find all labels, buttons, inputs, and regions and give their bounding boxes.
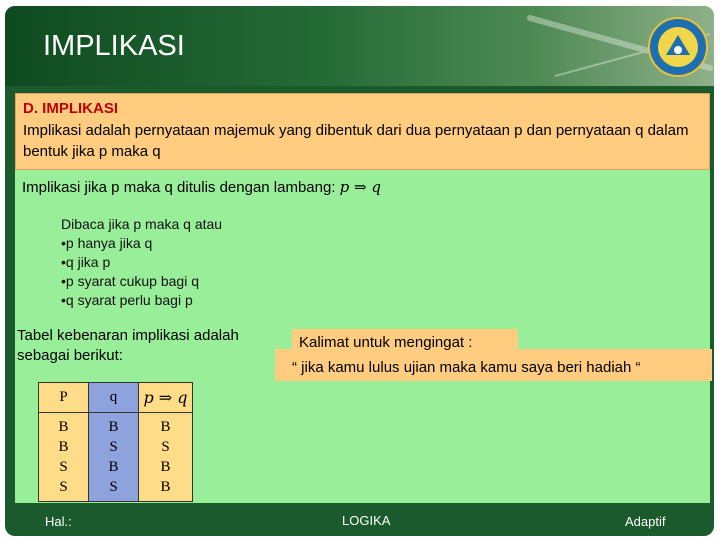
truth-table-col-implication (139, 413, 193, 502)
table-cell: S (109, 439, 118, 455)
truth-table-col-q (89, 413, 139, 502)
table-cell: B (160, 419, 171, 435)
truth-table-header-p: P (39, 383, 89, 413)
table-cell: B (160, 479, 171, 495)
definition-box (15, 93, 710, 170)
table-cell: S (59, 459, 68, 475)
table-cell: B (108, 459, 119, 475)
table-cell: B (108, 419, 119, 435)
footer-category: Adaptif (625, 514, 666, 529)
truth-table-header-row (39, 383, 193, 413)
slide-header (5, 6, 714, 86)
mnemonic-title: Kalimat untuk mengingat : (299, 334, 473, 351)
footer-subject: LOGIKA (342, 513, 391, 528)
reading-line: •q jika p (61, 254, 111, 270)
implication-symbol: p ⇒ q (339, 178, 381, 196)
truth-table-body-row (39, 413, 193, 502)
reading-line: Dibaca jika p maka q atau (61, 216, 223, 232)
truth-table-intro: Tabel kebenaran implikasi adalah sebagai berikut: (17, 327, 239, 364)
symbol-line-text: Implikasi jika p maka q ditulis dengan lambang: (22, 179, 340, 196)
truth-table-header-q: q (89, 383, 139, 413)
definition-text: Implikasi adalah pernyataan majemuk yang dibentuk dari dua pernyataan p dan pernyataan q dalam bentuk jika p maka q (23, 122, 689, 160)
definition-heading: D. IMPLIKASI (23, 100, 119, 117)
table-cell: S (59, 479, 68, 495)
table-cell: S (161, 439, 170, 455)
truth-table-col-p (39, 413, 89, 502)
truth-table-header-implication (139, 383, 193, 413)
reading-line: •p hanya jika q (61, 235, 153, 251)
mnemonic-quote: “ jika kamu lulus ujian maka kamu saya beri hadiah “ (292, 359, 641, 376)
reading-list (61, 215, 222, 310)
ministry-logo-icon (648, 17, 708, 77)
table-cell: B (58, 419, 69, 435)
truth-table-header-implication-text: p ⇒ q (143, 387, 188, 407)
slide-title: IMPLIKASI (43, 30, 185, 62)
truth-table (38, 382, 193, 502)
table-cell: B (160, 459, 171, 475)
content-area (15, 93, 710, 503)
slide (5, 6, 714, 536)
symbol-line (22, 178, 381, 196)
reading-line: •p syarat cukup bagi q (61, 273, 199, 289)
table-cell: S (109, 479, 118, 495)
reading-line: •q syarat perlu bagi p (61, 292, 193, 308)
table-cell: B (58, 439, 69, 455)
footer-page-label: Hal.: (45, 514, 72, 529)
